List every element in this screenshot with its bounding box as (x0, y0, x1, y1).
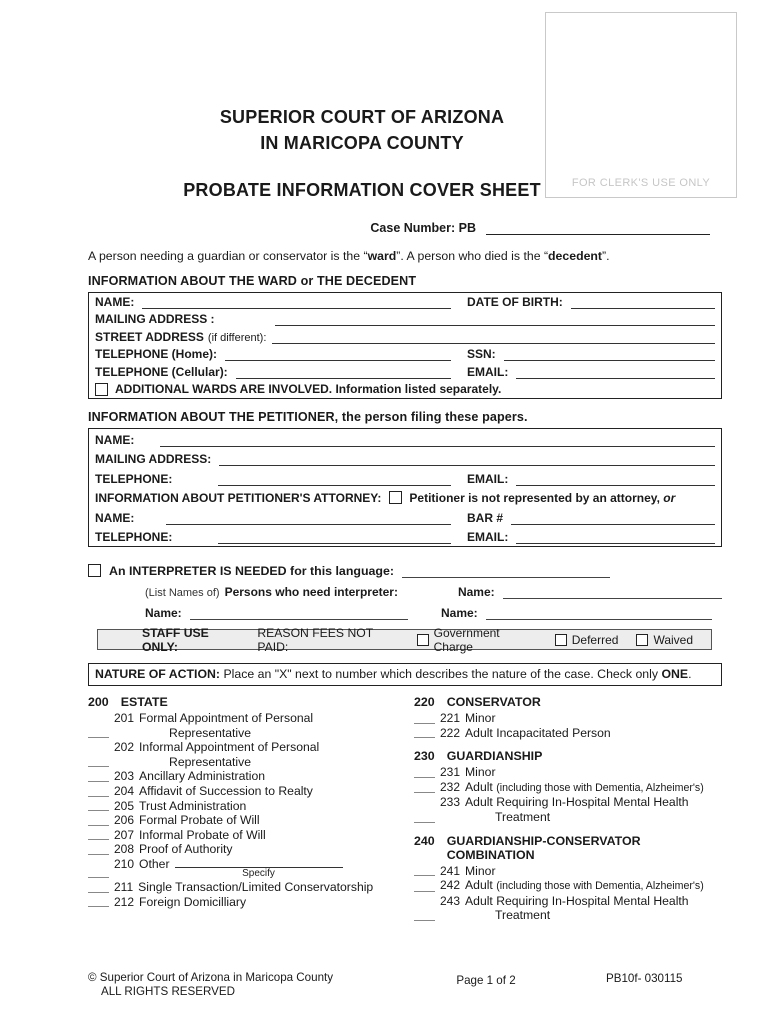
conservator-guardianship-column (414, 691, 722, 923)
petitioner-phone-label: TELEPHONE: (95, 471, 173, 486)
petitioner-mailing-row (89, 449, 721, 469)
attorney-phone-row (89, 527, 721, 547)
combination-group-header: 240 GUARDIANSHIP-CONSERVATOR COMBINATION (414, 833, 641, 862)
noa-231-blank[interactable] (414, 767, 435, 778)
ward-section-title: INFORMATION ABOUT THE WARD or THE DECEDENT (88, 274, 417, 288)
attorney-name-row (89, 507, 721, 527)
case-number-row (88, 221, 722, 235)
waived-label: Waived (653, 632, 694, 647)
noa-241-blank[interactable] (414, 865, 435, 876)
case-number-label: Case Number: PB (370, 221, 476, 235)
ward-street-label: STREET ADDRESS (95, 329, 204, 344)
noa-203-blank[interactable] (88, 771, 109, 782)
page-number: Page 1 of 2 (456, 973, 516, 987)
noa-211-blank[interactable] (88, 882, 109, 893)
nature-of-action-label: NATURE OF ACTION: (95, 667, 221, 681)
case-number-input-line[interactable] (486, 221, 710, 235)
other-specify-input-line[interactable] (175, 857, 343, 868)
noa-242-blank[interactable] (414, 881, 435, 892)
noa-210-blank[interactable] (88, 867, 109, 878)
ward-name-row (89, 293, 721, 311)
attorney-phone-input-line[interactable] (218, 531, 451, 544)
noa-208-blank[interactable] (88, 844, 109, 855)
noa-222-blank[interactable] (414, 727, 435, 738)
noa-item-210: 210 Other Specify (88, 857, 404, 880)
government-charge-checkbox[interactable] (417, 634, 429, 646)
attorney-section-label: INFORMATION ABOUT PETITIONER'S ATTORNEY: (95, 491, 382, 505)
ward-ssn-input-line[interactable] (504, 348, 715, 361)
ward-phone-cell-row (89, 363, 721, 381)
ward-phone-cell-input-line[interactable] (236, 366, 451, 379)
petitioner-name-label: NAME: (95, 432, 135, 447)
ward-mailing-row (89, 311, 721, 329)
petitioner-phone-input-line[interactable] (218, 473, 451, 486)
court-name-line1: SUPERIOR COURT OF ARIZONA (219, 107, 505, 127)
interpreter-names-row (145, 606, 722, 620)
noa-item-222: 222 Adult Incapacitated Person (414, 726, 722, 741)
interpreter-name3-input-line[interactable] (486, 607, 712, 620)
noa-item-201: 201 Formal Appointment of Personal Representative (88, 711, 404, 740)
clerk-use-label: FOR CLERK'S USE ONLY (571, 177, 711, 189)
noa-item-243: 243 Adult Requiring In-Hospital Mental Health Treatment (414, 894, 722, 923)
waived-checkbox[interactable] (636, 634, 648, 646)
additional-wards-label: ADDITIONAL WARDS ARE INVOLVED. Information listed separately. (115, 382, 502, 396)
conservator-group-header: 220 CONSERVATOR (414, 695, 541, 709)
attorney-email-label: EMAIL: (467, 530, 509, 544)
interpreter-needed-row (88, 564, 722, 578)
petitioner-phone-row (89, 468, 721, 488)
additional-wards-checkbox[interactable] (95, 383, 108, 396)
attorney-name-input-line[interactable] (166, 512, 451, 525)
copyright-block (88, 971, 366, 998)
attorney-email-input-line[interactable] (516, 531, 715, 544)
noa-item-208: 208 Proof of Authority (88, 842, 404, 857)
reason-fees-label: REASON FEES NOT PAID: (257, 625, 373, 654)
specify-caption: Specify (242, 867, 275, 879)
interpreter-needed-label: An INTERPRETER IS NEEDED for this language: (109, 564, 395, 578)
noa-item-203: 203 Ancillary Administration (88, 769, 404, 784)
ward-dob-input-line[interactable] (571, 296, 715, 309)
noa-207-blank[interactable] (88, 829, 109, 840)
ward-phone-cell-label: TELEPHONE (Cellular): (95, 364, 228, 379)
ward-name-label: NAME: (95, 294, 135, 309)
copyright-line1: © Superior Court of Arizona in Maricopa County (88, 970, 334, 984)
noa-item-211: 211 Single Transaction/Limited Conservatorship (88, 880, 404, 895)
guardianship-group-header: 230 GUARDIANSHIP (414, 749, 543, 764)
ward-street-note: (if different): (207, 331, 267, 344)
petitioner-email-label: EMAIL: (467, 471, 509, 486)
noa-item-241: 241 Minor (414, 864, 722, 879)
attorney-bar-input-line[interactable] (511, 512, 715, 525)
page-footer (88, 971, 722, 998)
form-number: PB10f- 030115 (606, 971, 683, 985)
interpreter-language-input-line[interactable] (402, 565, 610, 578)
ward-info-box (88, 292, 722, 399)
petitioner-mailing-input-line[interactable] (219, 453, 715, 466)
noa-item-232: 232 Adult (including those with Dementia, Alzheimer's) (414, 780, 722, 796)
deferred-option (555, 633, 619, 647)
interpreter-needed-checkbox[interactable] (88, 564, 101, 577)
noa-204-blank[interactable] (88, 786, 109, 797)
interpreter-name1-label: Name: (457, 585, 495, 599)
interpreter-name2-input-line[interactable] (190, 607, 408, 620)
noa-232-blank[interactable] (414, 782, 435, 793)
noa-item-242: 242 Adult (including those with Dementia, Alzheimer's) (414, 878, 722, 894)
estate-group-header: 200 ESTATE (88, 695, 168, 709)
noa-item-204: 204 Affidavit of Succession to Realty (88, 784, 404, 799)
noa-item-231: 231 Minor (414, 765, 722, 780)
ward-phone-home-label: TELEPHONE (Home): (95, 347, 218, 361)
nature-of-action-lists (88, 691, 722, 923)
interpreter-section (88, 564, 722, 620)
form-title: PROBATE INFORMATION COVER SHEET (183, 180, 541, 200)
attorney-bar-label: BAR # (467, 510, 504, 525)
persons-need-interpreter-label: Persons who need interpreter: (224, 585, 398, 599)
attorney-name-label: NAME: (95, 510, 135, 525)
noa-item-212: 212 Foreign Domicilliary (88, 895, 404, 910)
interpreter-persons-row (145, 585, 722, 599)
attorney-phone-label: TELEPHONE: (95, 530, 173, 544)
decedent-term: decedent (548, 249, 603, 263)
attorney-header-row (89, 488, 721, 508)
government-charge-option (417, 626, 537, 654)
petitioner-name-input-line[interactable] (160, 434, 715, 447)
petitioner-info-box (88, 428, 722, 547)
deferred-checkbox[interactable] (555, 634, 567, 646)
government-charge-label: Government Charge (433, 625, 500, 654)
ward-name-input-line[interactable] (142, 296, 451, 309)
staff-use-box (97, 625, 712, 654)
title-block (88, 104, 636, 201)
interpreter-name1-input-line[interactable] (503, 586, 722, 599)
petitioner-email-input-line[interactable] (516, 473, 715, 486)
ward-mailing-input-line[interactable] (275, 313, 715, 326)
noa-205-blank[interactable] (88, 800, 109, 811)
ward-ssn-label: SSN: (467, 347, 496, 361)
noa-item-202: 202 Informal Appointment of Personal Representative (88, 740, 404, 769)
noa-item-206: 206 Formal Probate of Will (88, 813, 404, 828)
noa-item-221: 221 Minor (414, 711, 722, 726)
list-names-of-label: (List Names of) (145, 587, 220, 599)
ward-phone-home-row (89, 346, 721, 364)
noa-202-blank[interactable] (88, 756, 109, 767)
ward-term: ward (367, 249, 397, 263)
waived-option (636, 633, 693, 647)
ward-mailing-label: MAILING ADDRESS : (95, 312, 215, 326)
no-attorney-label: Petitioner is not represented by an attorney, or (409, 491, 676, 505)
estate-column (88, 691, 404, 923)
noa-212-blank[interactable] (88, 896, 109, 907)
noa-item-233: 233 Adult Requiring In-Hospital Mental Health Treatment (414, 795, 722, 824)
noa-item-207: 207 Informal Probate of Will (88, 828, 404, 843)
petitioner-mailing-label: MAILING ADDRESS: (95, 452, 212, 466)
ward-dob-label: DATE OF BIRTH: (467, 294, 563, 309)
deferred-label: Deferred (571, 632, 619, 647)
interpreter-name3-label: Name: (441, 606, 478, 620)
nature-of-action-header: NATURE OF ACTION: Place an "X" next to number which describes the nature of the case. Check only ONE. (88, 663, 722, 686)
interpreter-name2-label: Name: (145, 606, 182, 620)
petitioner-name-row (89, 429, 721, 449)
or-text: or (663, 491, 676, 505)
staff-use-label: STAFF USE ONLY: (142, 625, 209, 654)
court-name-line2: IN MARICOPA COUNTY (260, 133, 464, 153)
ward-phone-home-input-line[interactable] (225, 348, 451, 361)
noa-item-205: 205 Trust Administration (88, 799, 404, 814)
ward-street-row (89, 328, 721, 346)
additional-wards-row (89, 381, 721, 399)
intro-text: A person needing a guardian or conservator is the “ward”. A person who died is the “decedent”. (88, 249, 610, 263)
copyright-line2: ALL RIGHTS RESERVED (101, 984, 236, 998)
noa-201-blank[interactable] (88, 727, 109, 738)
petitioner-section-title: INFORMATION ABOUT THE PETITIONER, the person filing these papers. (88, 410, 528, 424)
noa-243-blank[interactable] (414, 910, 435, 921)
no-attorney-checkbox[interactable] (389, 491, 402, 504)
ward-street-input-line[interactable] (272, 331, 715, 344)
ward-email-input-line[interactable] (516, 366, 715, 379)
ward-email-label: EMAIL: (467, 364, 509, 379)
noa-221-blank[interactable] (414, 713, 435, 724)
noa-233-blank[interactable] (414, 812, 435, 823)
noa-206-blank[interactable] (88, 815, 109, 826)
